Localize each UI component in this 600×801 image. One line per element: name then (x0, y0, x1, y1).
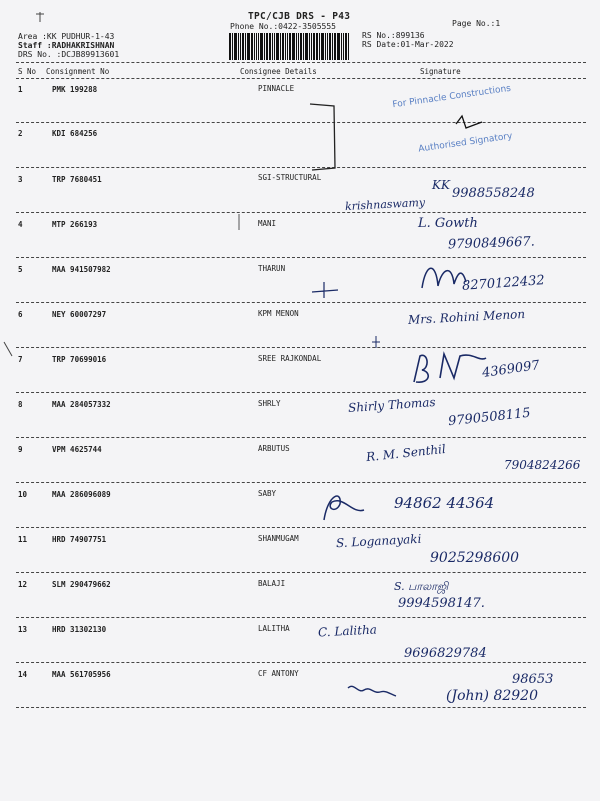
drs-number: DRS No. :DCJB89913601 (18, 50, 120, 59)
row-consignee: SREE RAJKONDAL (258, 354, 322, 363)
row-consignment: KDI 684256 (52, 129, 98, 138)
row-consignment: MAA 286096089 (52, 490, 111, 499)
barcode-bar (341, 33, 342, 60)
barcode-bar (343, 33, 344, 60)
signature-scribble (410, 348, 490, 388)
signature-name: C. Lalitha (317, 622, 378, 640)
row-sno: 7 (18, 355, 23, 364)
barcode-bar (300, 33, 302, 60)
barcode-bar (311, 33, 312, 60)
row-sno: 5 (18, 265, 23, 274)
barcode-bar (325, 33, 326, 60)
barcode (229, 33, 352, 60)
column-header-consignee: Consignee Details (240, 67, 317, 76)
row-divider (16, 257, 586, 258)
barcode-bar (282, 33, 284, 60)
barcode-bar (298, 33, 299, 60)
page-title: TPC/CJB DRS - P43 (248, 11, 351, 22)
row-consignee: THARUN (258, 264, 286, 273)
row-consignment: MAA 561705956 (52, 670, 111, 679)
signature-phone: 98653 (512, 672, 554, 687)
row-consignment: HRD 31302130 (52, 625, 107, 634)
signature-name: S. Loganayaki (335, 531, 422, 551)
row-divider (16, 347, 586, 348)
barcode-bar (285, 33, 286, 60)
row-sno: 8 (18, 400, 23, 409)
row-divider (16, 617, 586, 618)
corner-mark (34, 10, 48, 24)
signature-phone: 9790849667. (447, 234, 536, 253)
row-consignment: MTP 266193 (52, 220, 98, 229)
barcode-bar (266, 33, 268, 60)
barcode-bar (327, 33, 328, 60)
row-divider (16, 707, 586, 708)
phone-number: Phone No.:0422-3505555 (230, 22, 336, 31)
barcode-bar (296, 33, 297, 60)
staff-field: Staff :RADHAKRISHNAN (18, 41, 115, 50)
area-field: Area :KK PUDHUR-1-43 (18, 32, 115, 41)
margin-mark (0, 340, 16, 360)
row-consignee: LALITHA (258, 624, 290, 633)
row-consignment: MAA 284057332 (52, 400, 111, 409)
barcode-bar (254, 33, 255, 60)
row-consignee: ARBUTUS (258, 444, 290, 453)
row-consignee: MANI (258, 219, 277, 228)
row-consignee: CF ANTONY (258, 669, 299, 678)
row-divider (16, 167, 586, 168)
column-header-signature: Signature (420, 67, 461, 76)
row-sno: 14 (18, 670, 28, 679)
barcode-bar (234, 33, 237, 60)
signature-phone: 4369097 (481, 358, 541, 381)
signature-name: R. M. Senthil (365, 441, 447, 465)
barcode-bar (251, 33, 253, 60)
barcode-bar (272, 33, 273, 60)
barcode-bar (313, 33, 315, 60)
row-consignee: SHRLY (258, 399, 281, 408)
barcode-bar (348, 33, 349, 60)
tick-signature (454, 110, 484, 132)
row-sno: 3 (18, 175, 23, 184)
signature-phone: (John) 82920 (446, 688, 538, 704)
barcode-bar (319, 33, 320, 60)
row-divider (16, 122, 586, 123)
row-sno: 4 (18, 220, 23, 229)
row-divider (16, 527, 586, 528)
row-consignment: TRP 70699016 (52, 355, 107, 364)
row-divider (16, 572, 586, 573)
row-consignment: HRD 74907751 (52, 535, 107, 544)
page-number: Page No.:1 (452, 19, 501, 28)
row-consignee: SHANMUGAM (258, 534, 299, 543)
barcode-bar (309, 33, 310, 60)
bracket-mark (308, 102, 338, 174)
column-header-consignment: Consignment No (46, 67, 110, 76)
rs-number: RS No.:899136 (362, 31, 425, 40)
row-divider (16, 662, 586, 663)
barcode-bar (276, 33, 279, 60)
barcode-bar (274, 33, 275, 60)
row-consignee: PINNACLE (258, 84, 295, 93)
barcode-bar (329, 33, 331, 60)
barcode-bar (247, 33, 250, 60)
barcode-bar (305, 33, 308, 60)
signature-phone: 94862 44364 (394, 494, 495, 512)
barcode-bar (289, 33, 291, 60)
row-sno: 2 (18, 129, 23, 138)
barcode-bar (303, 33, 304, 60)
signature-initials: KK (432, 178, 450, 192)
barcode-bar (232, 33, 233, 60)
barcode-bar (332, 33, 333, 60)
row-sno: 1 (18, 85, 23, 94)
header-divider-bottom (16, 78, 586, 79)
barcode-bar (245, 33, 246, 60)
row-consignment: TRP 7680451 (52, 175, 102, 184)
signature-name: Shirly Thomas (347, 394, 436, 416)
row-sno: 12 (18, 580, 28, 589)
signature-name: L. Gowth (418, 216, 478, 231)
barcode-bar (337, 33, 340, 60)
column-header-sno: S No (18, 67, 37, 76)
row-consignment: VPM 4625744 (52, 445, 102, 454)
barcode-bar (280, 33, 281, 60)
signature-scribble (318, 484, 368, 524)
barcode-bar (264, 33, 265, 60)
signature-scribble (344, 680, 400, 700)
company-stamp-signatory: Authorised Signatory (417, 131, 514, 155)
row-consignment: SLM 290479662 (52, 580, 111, 589)
barcode-bar (229, 33, 231, 60)
row-divider (16, 392, 586, 393)
signature-name: Mrs. Rohini Menon (407, 306, 526, 328)
barcode-bar (287, 33, 288, 60)
cross-mark (310, 280, 340, 300)
signature-phone: 9790508115 (447, 405, 532, 430)
barcode-bar (238, 33, 239, 60)
row-consignee: SABY (258, 489, 277, 498)
pen-stroke (236, 212, 242, 232)
barcode-bar (256, 33, 257, 60)
tick-mark (370, 334, 390, 350)
row-consignee: SGI-STRUCTURAL (258, 173, 322, 182)
row-divider (16, 212, 586, 213)
row-consignee: BALAJI (258, 579, 286, 588)
barcode-bar (258, 33, 259, 60)
row-consignment: MAA 941507982 (52, 265, 111, 274)
signature-phone: 9988558248 (452, 186, 535, 201)
barcode-bar (260, 33, 263, 60)
signature-phone: 8270122432 (461, 273, 546, 294)
row-divider (16, 302, 586, 303)
signature-phone: 9025298600 (430, 550, 520, 566)
header-divider-top (16, 62, 586, 63)
barcode-bar (345, 33, 347, 60)
signature-phone: 9994598147. (398, 596, 485, 611)
barcode-bar (292, 33, 295, 60)
barcode-bar (334, 33, 336, 60)
row-sno: 6 (18, 310, 23, 319)
signature-phone: 9696829784 (404, 646, 487, 661)
barcode-bar (242, 33, 244, 60)
row-sno: 10 (18, 490, 28, 499)
signature-name: krishnaswamy (344, 195, 426, 214)
barcode-bar (240, 33, 241, 60)
barcode-bar (269, 33, 271, 60)
rs-date: RS Date:01-Mar-2022 (362, 40, 454, 49)
row-sno: 9 (18, 445, 23, 454)
row-divider (16, 482, 586, 483)
company-stamp-name: For Pinnacle Constructions (391, 83, 512, 111)
row-consignee: KPM MENON (258, 309, 299, 318)
barcode-bar (316, 33, 318, 60)
row-divider (16, 437, 586, 438)
barcode-bar (321, 33, 324, 60)
row-consignment: PMK 199288 (52, 85, 98, 94)
signature-scribble (418, 258, 468, 294)
signature-phone: 7904824266 (504, 458, 581, 472)
row-sno: 13 (18, 625, 28, 634)
signature-name: S. பாலாஜி (394, 580, 449, 593)
row-sno: 11 (18, 535, 28, 544)
row-consignment: NEY 60007297 (52, 310, 107, 319)
